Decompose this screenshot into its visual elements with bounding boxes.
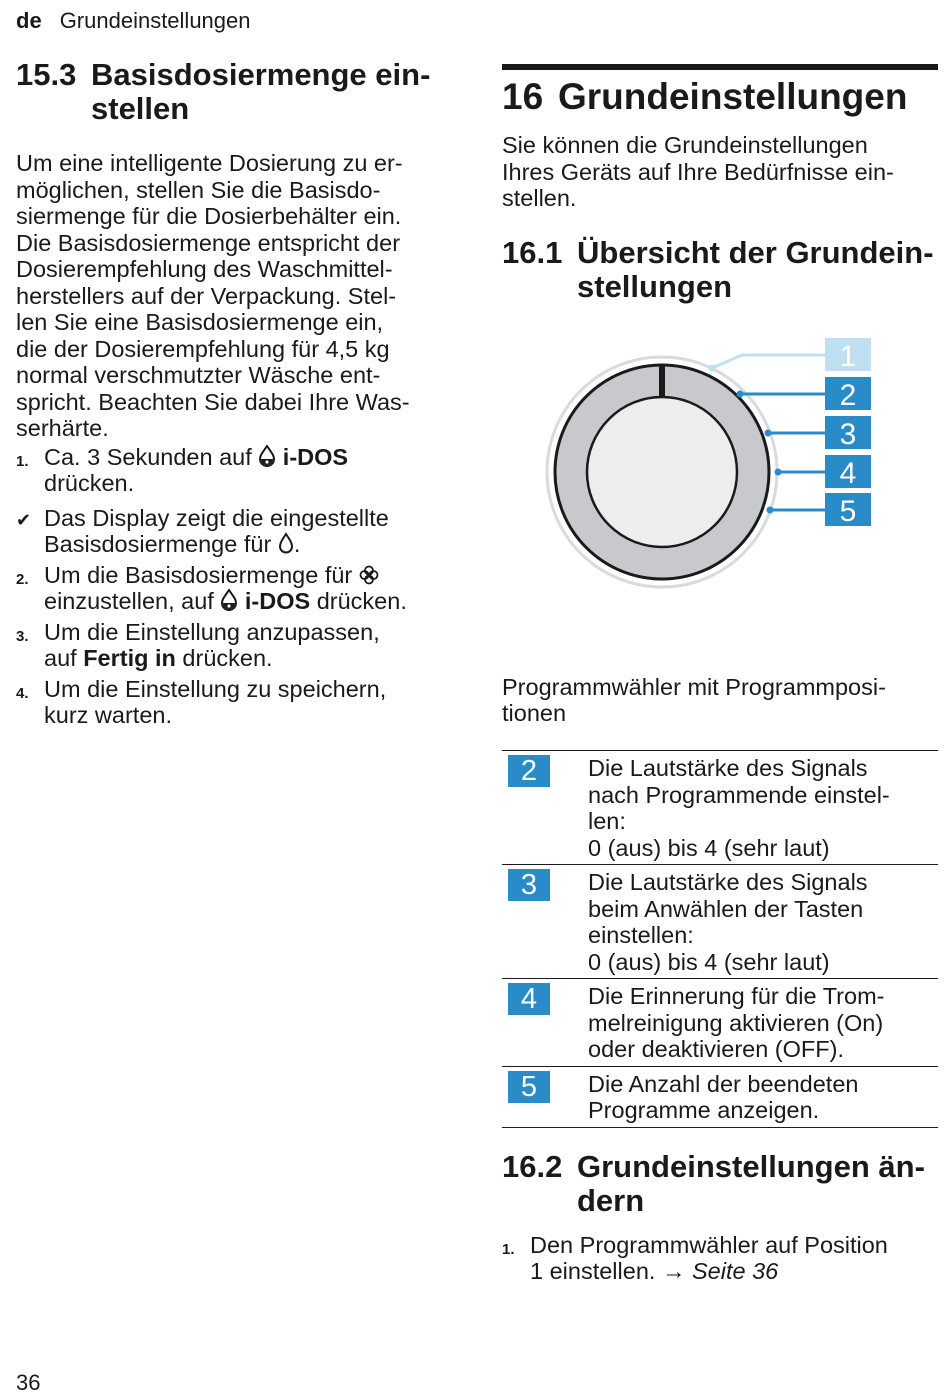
leader-line-1 xyxy=(712,355,825,368)
position-label-5: 5 xyxy=(839,494,857,528)
instruction-steps xyxy=(502,1232,938,1285)
instruction-steps xyxy=(16,444,456,729)
step-marker: 1. xyxy=(502,1240,515,1258)
section-title: Übersicht der Grundein- stellungen xyxy=(577,234,934,304)
section-number: 15.3 xyxy=(16,57,77,92)
step-4: 4. Um die Einstellung zu speichern, kurz warten. xyxy=(16,675,387,728)
leader-dot-3 xyxy=(765,429,772,436)
idos-drop-icon xyxy=(220,589,238,611)
page-number: 36 xyxy=(16,1370,41,1395)
right-column xyxy=(502,64,938,1285)
table-row xyxy=(502,979,938,1067)
step-result: ✔ Das Display zeigt die eingestellte Basisdosiermenge für . xyxy=(16,504,389,557)
step-marker: 2. xyxy=(16,570,29,588)
position-legend-table xyxy=(502,750,938,1128)
legend-description: Die Erinnerung für die Trom- melreinigung aktivieren (On) oder deaktivieren (OFF). xyxy=(588,983,885,1062)
legend-description: Die Lautstärke des Signals nach Programmende einstel- len: 0 (aus) bis 4 (sehr laut) xyxy=(588,755,890,861)
position-badge: 5 xyxy=(508,1071,550,1103)
section-title: Grundeinstellungen än- dern xyxy=(577,1148,925,1218)
left-column xyxy=(16,58,456,729)
leader-dot-1 xyxy=(709,364,716,371)
leader-dot-2 xyxy=(737,390,744,397)
step-1: 1. Den Programmwähler auf Position 1 einstellen. → Seite 36 xyxy=(502,1231,888,1284)
section-heading-16-2 xyxy=(502,1150,938,1218)
leader-dot-4 xyxy=(775,468,782,475)
flower-icon xyxy=(359,565,379,585)
step-2: 2. Um die Basisdosiermenge für einzustellen, auf i-DOS drücken. xyxy=(16,561,407,614)
program-selector-illustration xyxy=(502,332,938,602)
section-heading-15-3 xyxy=(16,58,456,126)
chapter-rule xyxy=(502,64,938,118)
chapter-number: 16 xyxy=(502,76,544,117)
section-heading-16-1 xyxy=(502,236,938,304)
section-number: 16.2 xyxy=(502,1148,563,1184)
dial-pointer xyxy=(659,366,665,396)
table-row xyxy=(502,751,938,865)
position-label-1: 1 xyxy=(839,339,857,373)
position-label-4: 4 xyxy=(839,456,857,490)
idos-drop-icon xyxy=(258,445,276,467)
step-marker: 1. xyxy=(16,452,29,470)
header-section-title: Grundeinstellungen xyxy=(59,8,251,33)
drop-icon xyxy=(278,532,294,554)
step-marker: 3. xyxy=(16,627,29,645)
section-title: Basisdosiermenge ein- stellen xyxy=(91,57,431,126)
position-label-2: 2 xyxy=(839,378,857,412)
legend-description: Die Anzahl der beendeten Programme anzeigen. xyxy=(588,1070,859,1123)
step-1: 1. Ca. 3 Sekunden auf i-DOS drücken. xyxy=(16,443,349,496)
program-selector-diagram xyxy=(502,332,938,602)
page-reference-link[interactable]: Seite 36 xyxy=(691,1258,779,1284)
position-label-3: 3 xyxy=(839,417,857,451)
figure-caption: Programmwähler mit Programmposi- tionen xyxy=(502,673,886,726)
page-header xyxy=(16,8,251,34)
position-badge: 4 xyxy=(508,983,550,1015)
table-row xyxy=(502,865,938,979)
dial-center xyxy=(587,397,737,547)
chapter-title: Grundeinstellungen xyxy=(558,76,908,117)
section-number: 16.1 xyxy=(502,234,563,270)
position-badge: 3 xyxy=(508,869,550,901)
position-badge: 2 xyxy=(508,755,550,787)
section-intro-text: Um eine intelligente Dosierung zu er- möglichen, stellen Sie die Basisdo- siermenge für die Dosierbehälter ein. Die Basisdosiermenge entspricht der Dosierempfehlung des Waschmittel- herstellers auf der Verpackung. Stel- len Sie eine Basisdosiermenge ein, die der Dosierempfehlung für 4,5 kg normal verschmutzter Wäsche ent- spricht. Beachten Sie dabei Ihre Was- serhärte. xyxy=(16,150,410,441)
step-marker: 4. xyxy=(16,684,29,702)
table-row xyxy=(502,1066,938,1127)
legend-description: Die Lautstärke des Signals beim Anwählen der Tasten einstellen: 0 (aus) bis 4 (sehr laut) xyxy=(588,869,868,975)
leader-dot-5 xyxy=(767,506,774,513)
language-code: de xyxy=(16,8,42,33)
check-icon: ✔ xyxy=(16,509,32,530)
step-3: 3. Um die Einstellung anzupassen, auf Fertig in drücken. xyxy=(16,618,380,671)
chapter-heading xyxy=(502,76,938,118)
chapter-intro-text: Sie können die Grundeinstellungen Ihres Geräts auf Ihre Bedürfnisse ein- stellen. xyxy=(502,132,894,211)
